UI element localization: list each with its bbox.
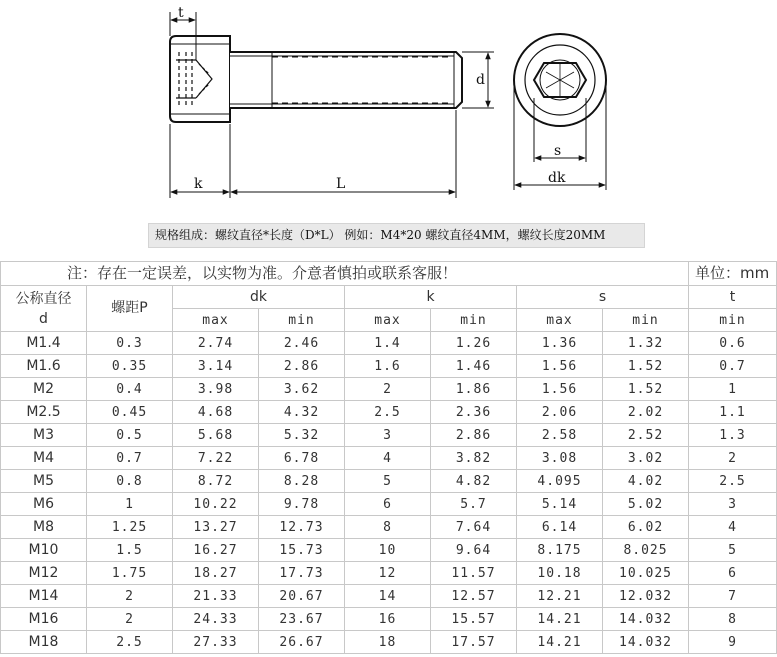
label-d: d (476, 72, 485, 88)
cell-t-min: 6 (689, 562, 777, 585)
cell-pitch: 1.75 (87, 562, 173, 585)
cell-k-max: 12 (345, 562, 431, 585)
cell-dk-min: 8.28 (259, 470, 345, 493)
cell-t-min: 7 (689, 585, 777, 608)
cell-s-min: 1.52 (603, 355, 689, 378)
cell-k-min: 1.46 (431, 355, 517, 378)
cell-dk-max: 10.22 (173, 493, 259, 516)
cell-pitch: 2.5 (87, 631, 173, 654)
cell-k-max: 6 (345, 493, 431, 516)
cell-s-min: 6.02 (603, 516, 689, 539)
cell-pitch: 0.35 (87, 355, 173, 378)
spec-caption: 规格组成：螺纹直径*长度（D*L） 例如：M4*20 螺纹直径4MM，螺纹长度20MM (148, 223, 645, 248)
cell-t-min: 1.1 (689, 401, 777, 424)
cell-d: M3 (1, 424, 87, 447)
cell-d: M6 (1, 493, 87, 516)
header-s-min: min (603, 309, 689, 332)
cell-pitch: 2 (87, 608, 173, 631)
cell-pitch: 1 (87, 493, 173, 516)
note-text: 注：存在一定误差，以实物为准。介意者慎拍或联系客服！ (1, 262, 689, 286)
header-dk-max: max (173, 309, 259, 332)
cell-t-min: 2 (689, 447, 777, 470)
cell-s-min: 4.02 (603, 470, 689, 493)
cell-dk-max: 3.14 (173, 355, 259, 378)
cell-s-max: 5.14 (517, 493, 603, 516)
cell-dk-min: 4.32 (259, 401, 345, 424)
header-pitch: 螺距P (87, 286, 173, 332)
cell-pitch: 0.3 (87, 332, 173, 355)
label-k: k (194, 176, 203, 192)
cell-d: M10 (1, 539, 87, 562)
cell-dk-min: 23.67 (259, 608, 345, 631)
cell-s-min: 14.032 (603, 608, 689, 631)
cell-s-max: 1.56 (517, 355, 603, 378)
cell-dk-min: 12.73 (259, 516, 345, 539)
label-t: t (178, 5, 184, 21)
cell-s-min: 3.02 (603, 447, 689, 470)
table-row (1, 493, 777, 516)
cell-dk-min: 3.62 (259, 378, 345, 401)
cell-s-min: 10.025 (603, 562, 689, 585)
screw-technical-drawing (0, 0, 777, 215)
cell-d: M5 (1, 470, 87, 493)
cell-dk-min: 26.67 (259, 631, 345, 654)
cell-s-max: 3.08 (517, 447, 603, 470)
cell-dk-max: 7.22 (173, 447, 259, 470)
cell-dk-max: 4.68 (173, 401, 259, 424)
cell-k-max: 4 (345, 447, 431, 470)
cell-pitch: 0.45 (87, 401, 173, 424)
cell-s-min: 8.025 (603, 539, 689, 562)
cell-k-max: 16 (345, 608, 431, 631)
header-s: s (517, 286, 689, 309)
cell-k-min: 15.57 (431, 608, 517, 631)
cell-s-max: 2.06 (517, 401, 603, 424)
cell-t-min: 1.3 (689, 424, 777, 447)
table-row (1, 539, 777, 562)
cell-dk-min: 17.73 (259, 562, 345, 585)
table-row (1, 424, 777, 447)
screw-end-view (514, 34, 606, 126)
cell-dk-max: 18.27 (173, 562, 259, 585)
cell-s-min: 1.52 (603, 378, 689, 401)
cell-dk-max: 8.72 (173, 470, 259, 493)
table-row (1, 447, 777, 470)
cell-k-min: 1.26 (431, 332, 517, 355)
cell-dk-min: 15.73 (259, 539, 345, 562)
cell-dk-min: 6.78 (259, 447, 345, 470)
cell-k-min: 9.64 (431, 539, 517, 562)
cell-t-min: 8 (689, 608, 777, 631)
cell-t-min: 2.5 (689, 470, 777, 493)
cell-dk-max: 5.68 (173, 424, 259, 447)
cell-k-max: 1.6 (345, 355, 431, 378)
cell-pitch: 2 (87, 585, 173, 608)
cell-pitch: 0.5 (87, 424, 173, 447)
table-row (1, 516, 777, 539)
cell-k-max: 18 (345, 631, 431, 654)
table-row (1, 401, 777, 424)
cell-dk-max: 2.74 (173, 332, 259, 355)
cell-s-max: 4.095 (517, 470, 603, 493)
cell-s-max: 1.36 (517, 332, 603, 355)
header-k-min: min (431, 309, 517, 332)
cell-t-min: 5 (689, 539, 777, 562)
header-t-min: min (689, 309, 777, 332)
cell-k-max: 14 (345, 585, 431, 608)
cell-d: M1.4 (1, 332, 87, 355)
cell-s-min: 5.02 (603, 493, 689, 516)
cell-k-min: 12.57 (431, 585, 517, 608)
cell-t-min: 9 (689, 631, 777, 654)
cell-s-min: 12.032 (603, 585, 689, 608)
table-row (1, 585, 777, 608)
header-dk: dk (173, 286, 345, 309)
table-row (1, 470, 777, 493)
cell-d: M12 (1, 562, 87, 585)
cell-d: M8 (1, 516, 87, 539)
header-nominal-diameter (1, 286, 87, 332)
unit-label: 单位：mm (689, 262, 777, 286)
cell-dk-min: 9.78 (259, 493, 345, 516)
cell-k-min: 1.86 (431, 378, 517, 401)
cell-dk-max: 3.98 (173, 378, 259, 401)
cell-t-min: 4 (689, 516, 777, 539)
cell-d: M2 (1, 378, 87, 401)
header-k: k (345, 286, 517, 309)
cell-k-min: 4.82 (431, 470, 517, 493)
cell-s-max: 6.14 (517, 516, 603, 539)
cell-s-min: 1.32 (603, 332, 689, 355)
cell-dk-min: 2.86 (259, 355, 345, 378)
note-row (1, 262, 777, 286)
cell-dk-max: 13.27 (173, 516, 259, 539)
cell-dk-max: 16.27 (173, 539, 259, 562)
cell-dk-max: 27.33 (173, 631, 259, 654)
cell-k-min: 17.57 (431, 631, 517, 654)
cell-t-min: 3 (689, 493, 777, 516)
table-row (1, 332, 777, 355)
header-row-1 (1, 286, 777, 309)
cell-k-max: 3 (345, 424, 431, 447)
spec-table (0, 261, 777, 654)
label-dk: dk (548, 170, 566, 186)
table-row (1, 562, 777, 585)
cell-k-max: 10 (345, 539, 431, 562)
cell-k-min: 2.86 (431, 424, 517, 447)
cell-k-max: 8 (345, 516, 431, 539)
cell-s-max: 14.21 (517, 631, 603, 654)
cell-dk-min: 20.67 (259, 585, 345, 608)
cell-s-max: 12.21 (517, 585, 603, 608)
cell-dk-max: 24.33 (173, 608, 259, 631)
label-L: L (336, 176, 346, 192)
cell-s-min: 2.52 (603, 424, 689, 447)
table-row (1, 608, 777, 631)
cell-s-max: 8.175 (517, 539, 603, 562)
cell-pitch: 1.25 (87, 516, 173, 539)
cell-s-min: 14.032 (603, 631, 689, 654)
cell-k-min: 11.57 (431, 562, 517, 585)
cell-k-min: 3.82 (431, 447, 517, 470)
cell-pitch: 1.5 (87, 539, 173, 562)
cell-dk-min: 2.46 (259, 332, 345, 355)
cell-dk-min: 5.32 (259, 424, 345, 447)
cell-k-max: 2 (345, 378, 431, 401)
header-s-max: max (517, 309, 603, 332)
cell-d: M16 (1, 608, 87, 631)
cell-t-min: 1 (689, 378, 777, 401)
table-row (1, 355, 777, 378)
cell-k-max: 1.4 (345, 332, 431, 355)
cell-s-max: 10.18 (517, 562, 603, 585)
cell-k-min: 5.7 (431, 493, 517, 516)
cell-d: M2.5 (1, 401, 87, 424)
cell-k-min: 7.64 (431, 516, 517, 539)
header-nominal-line1: 公称直径 (15, 290, 72, 307)
cell-s-max: 2.58 (517, 424, 603, 447)
header-k-max: max (345, 309, 431, 332)
table-row (1, 378, 777, 401)
cell-t-min: 0.7 (689, 355, 777, 378)
header-dk-min: min (259, 309, 345, 332)
cell-d: M14 (1, 585, 87, 608)
header-nominal-line2: d (39, 310, 48, 327)
cell-s-min: 2.02 (603, 401, 689, 424)
cell-pitch: 0.8 (87, 470, 173, 493)
cell-s-max: 1.56 (517, 378, 603, 401)
cell-pitch: 0.4 (87, 378, 173, 401)
cell-t-min: 0.6 (689, 332, 777, 355)
cell-dk-max: 21.33 (173, 585, 259, 608)
label-s: s (554, 143, 562, 159)
cell-k-max: 2.5 (345, 401, 431, 424)
cell-d: M1.6 (1, 355, 87, 378)
cell-s-max: 14.21 (517, 608, 603, 631)
screw-side-view (170, 36, 462, 122)
cell-d: M18 (1, 631, 87, 654)
cell-k-max: 5 (345, 470, 431, 493)
cell-d: M4 (1, 447, 87, 470)
cell-pitch: 0.7 (87, 447, 173, 470)
cell-k-min: 2.36 (431, 401, 517, 424)
header-t: t (689, 286, 777, 309)
table-row (1, 631, 777, 654)
